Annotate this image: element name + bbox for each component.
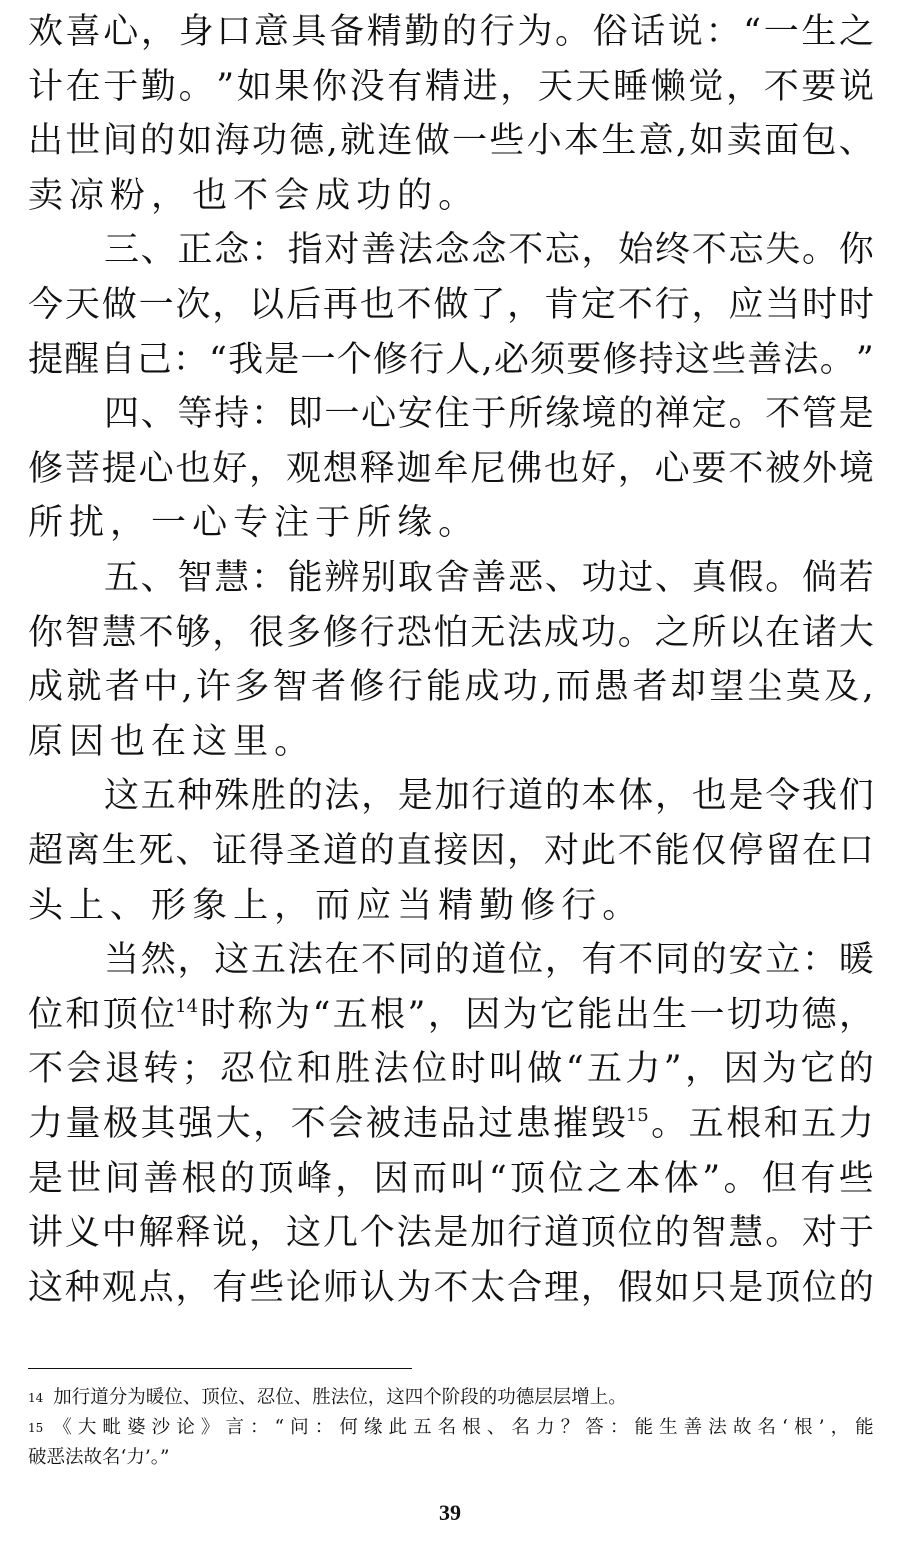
text-line: 超 离 生 死 、 证 得 圣 道 的 直 接 因 ， 对 此 不 能 仅 停 留 在 口 — [28, 831, 874, 871]
text-line: 成 就 者 中 , 许 多 智 者 修 行 能 成 功 , 而 愚 者 却 望 尘 莫 及 , — [28, 667, 874, 708]
footnote-separator — [28, 1368, 412, 1369]
text-line: 修 菩 提 心 也 好 ， 观 想 释 迦 牟 尼 佛 也 好 ， 心 要 不 被 外 境 — [28, 448, 874, 489]
text-line: 四 、 等 持 ： 即 一 心 安 住 于 所 缘 境 的 禅 定 。 不 管 是 — [104, 394, 874, 435]
page-number: 39 — [439, 1500, 461, 1525]
text-line: 是 世 间 善 根 的 顶 峰 ， 因 而 叫 “ 顶 位 之 本 体 ” 。 但 有 些 — [28, 1158, 874, 1199]
text-line: 位 和 顶 位$^{14}$ 时 称 为 “ 五 根 ” ， 因 为 它 能 出 生 一 切 功 德 ， — [28, 994, 874, 1035]
text-line: 三 、 正 念 ： 指 对 善 法 念 念 不 忘 ， 始 终 不 忘 失 。 你 — [104, 230, 874, 271]
text-line: 欢 喜 心 ， 身 口 意 具 备 精 勤 的 行 为 。 俗 话 说 ： “ 一 生 之 — [28, 12, 874, 52]
footnote: 15 《 大 毗 婆 沙 论 》 言 ： “ 问 ： 何 缘 此 五 名 根 、 名 力 ？ 答 ： 能 生 善 法 故 名 ‘ 根 ’ ， 能 — [28, 1414, 874, 1442]
footnote-text: 加行道分为暖位、顶位、忍位、胜法位，这四个阶段的功德层层增上。 — [53, 1387, 627, 1408]
text-line: 卖 凉 粉 ， 也 不 会 成 功 的 。 — [28, 175, 480, 216]
text-line: 原 因 也 在 这 里 。 — [28, 721, 316, 762]
text-line: 这 五 种 殊 胜 的 法 ， 是 加 行 道 的 本 体 ， 也 是 令 我 们 — [104, 776, 874, 817]
footnote-continuation: 破恶法故名‘力’。” — [28, 1447, 170, 1468]
text-line: 今 天 做 一 次 ， 以 后 再 也 不 做 了 ， 肯 定 不 行 ， 应 当 时 时 — [28, 285, 874, 325]
text-line: 不 会 退 转 ； 忍 位 和 胜 法 位 时 叫 做 “ 五 力 ” ， 因 为 它 的 — [28, 1049, 874, 1090]
text-line: 五 、 智 慧 ： 能 辨 别 取 舍 善 恶 、 功 过 、 真 假 。 倘 若 — [104, 558, 874, 598]
text-line: 当 然 ， 这 五 法 在 不 同 的 道 位 ， 有 不 同 的 安 立 ： 暖 — [104, 940, 874, 981]
footnote-number: 15 — [28, 1421, 44, 1435]
text-line: 提 醒 自 己 ： “ 我 是 一 个 修 行 人 , 必 须 要 修 持 这 些 善 法 。 ” — [28, 339, 874, 380]
text-line: 力 量 极 其 强 大 ， 不 会 被 违 品 过 患 摧 毁$^{15}$ 。 五 根 和 五 力 — [28, 1104, 874, 1144]
text-line: 讲 义 中 解 释 说 ， 这 几 个 法 是 加 行 道 顶 位 的 智 慧 。 对 于 — [28, 1213, 874, 1254]
text-line: 计 在 于 勤 。 ” 如 果 你 没 有 精 进 ， 天 天 睡 懒 觉 ， 不 要 说 — [28, 66, 874, 107]
text-line: 所 扰 ， 一 心 专 注 于 所 缘 。 — [28, 503, 480, 544]
text-line: 出 世 间 的 如 海 功 德 , 就 连 做 一 些 小 本 生 意 , 如 卖 面 包 、 — [28, 121, 874, 162]
text-line: 你 智 慧 不 够 ， 很 多 修 行 恐 怕 无 法 成 功 。 之 所 以 在 诸 大 — [28, 612, 874, 653]
footnote-number: 14 — [28, 1391, 44, 1405]
footnote-ref: 15 — [625, 1105, 649, 1126]
text-line: 这 种 观 点 ， 有 些 论 师 认 为 不 太 合 理 ， 假 如 只 是 顶 位 的 — [28, 1267, 874, 1308]
footnote — [28, 1384, 874, 1412]
text-line: 头 上 、 形 象 上 ， 而 应 当 精 勤 修 行 。 — [28, 885, 644, 926]
footnote-ref: 14 — [175, 995, 199, 1017]
